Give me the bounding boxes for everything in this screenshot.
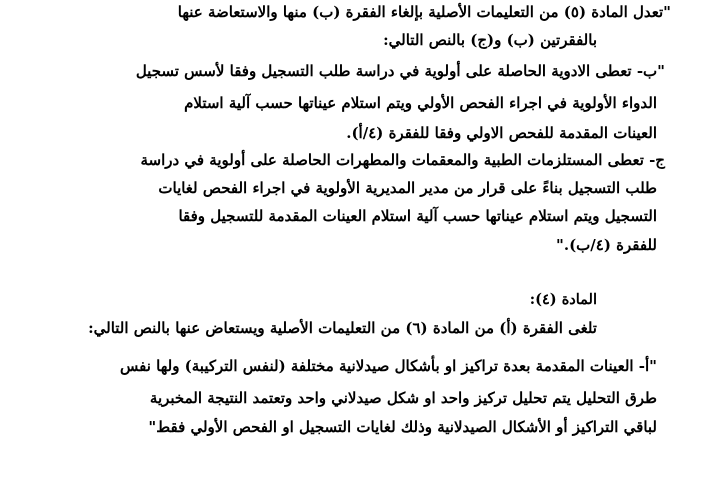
clause-b-line-1: "ب- تعطى الادوية الحاصلة على أولوية في دراسة طلب التسجيل وفقا لأسس تسجيل [135,62,665,80]
clause-a-line-2: طرق التحليل يتم تحليل تركيز واحد او شكل صيدلاني واحد وتعتمد النتيجة المخبرية [149,389,657,407]
article-4-heading: المادة (٤): [529,291,597,308]
amendment-intro-line-1: "تعدل المادة (٥) من التعليمات الأصلية بإلغاء الفقرة (ب) منها والاستعاضة عنها [177,3,671,21]
amendment-intro-line-2: بالفقرتين (ب) و(ج) بالنص التالي: [383,31,597,49]
clause-c-line-4: للفقرة (٤/ب)." [556,236,657,254]
clause-b-line-3: العينات المقدمة للفحص الاولي وفقا للفقرة (٤/أ). [346,124,657,142]
clause-a-line-1: "أ- العينات المقدمة بعدة تراكيز او بأشكال صيدلانية مختلفة (لنفس التركيبة) ولها نفس [120,357,657,375]
clause-a-line-3: لباقي التراكيز أو الأشكال الصيدلانية وذلك لغايات التسجيل او الفحص الأولي فقط" [148,418,657,436]
clause-c-line-2: طلب التسجيل بناءً على قرار من مدير المديرية الأولوية في اجراء الفحص لغايات [158,179,657,197]
article-4-instruction: تلغى الفقرة (أ) من المادة (٦) من التعليمات الأصلية ويستعاض عنها بالنص التالي: [88,319,597,337]
clause-c-line-3: التسجيل ويتم استلام عيناتها حسب آلية استلام العينات المقدمة للتسجيل وفقا [178,207,657,225]
clause-c-line-1: ج- تعطى المستلزمات الطبية والمعقمات والمطهرات الحاصلة على أولوية في دراسة [140,151,665,169]
clause-b-line-2: الدواء الأولوية في اجراء الفحص الأولي ويتم استلام عيناتها حسب آلية استلام [184,94,657,112]
